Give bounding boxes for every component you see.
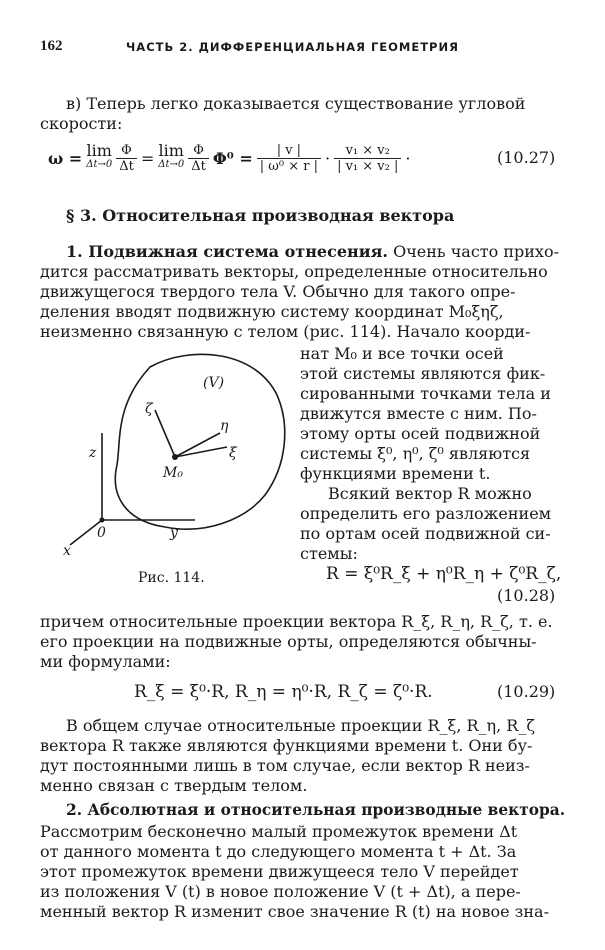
label-x-axis: x bbox=[63, 543, 71, 559]
equation-10-28: R = ξ⁰R_ξ + η⁰R_η + ζ⁰R_ζ, bbox=[326, 564, 562, 584]
paragraph-line: от данного момента t до следующего момента t + Δt. За bbox=[40, 842, 517, 861]
paragraph-line: ми формулами: bbox=[40, 652, 171, 671]
paragraph-line: его проекции на подвижные орты, определяются обычны- bbox=[40, 632, 537, 651]
subsection-heading: 2. Абсолютная и относительная производные вектора. bbox=[66, 800, 566, 819]
paragraph-line: сированными точками тела и bbox=[300, 384, 551, 403]
equation-number: (10.29) bbox=[497, 682, 556, 701]
eq-term: · bbox=[405, 148, 411, 168]
label-m0: M₀ bbox=[163, 465, 183, 481]
fraction: $\frac{\Phi}{\Delta t}$ bbox=[188, 143, 209, 174]
equation-10-29: R_ξ = ξ⁰·R, R_η = η⁰·R, R_ζ = ζ⁰·R. bbox=[134, 682, 433, 702]
page-header bbox=[40, 38, 561, 60]
paragraph-line: в) Теперь легко доказывается существование угловой bbox=[66, 94, 526, 113]
paragraph-line: стемы: bbox=[300, 544, 358, 563]
paragraph-line: системы ξ⁰, η⁰, ζ⁰ являются bbox=[300, 444, 531, 463]
paragraph-line: дут постоянными лишь в том случае, если вектор R неиз- bbox=[40, 756, 530, 775]
text-span: Очень часто прихо- bbox=[393, 242, 559, 261]
equation-10-27 bbox=[48, 138, 410, 178]
label-z-axis: z bbox=[89, 445, 97, 461]
origin-o-point bbox=[100, 518, 105, 523]
paragraph-line: движутся вместе с ним. По- bbox=[300, 404, 537, 423]
section-title: § 3. Относительная производная вектора bbox=[66, 206, 455, 225]
paragraph-line: определить его разложением bbox=[300, 504, 552, 523]
paragraph-line: дится рассматривать векторы, определенные относительно bbox=[40, 262, 548, 281]
equation-number: (10.28) bbox=[497, 586, 556, 605]
label-body-v: (V) bbox=[203, 375, 225, 391]
paragraph-line: В общем случае относительные проекции R_ξ, R_η, R_ζ bbox=[66, 716, 536, 735]
paragraph-line: Всякий вектор R можно bbox=[328, 484, 532, 503]
eq-term: = bbox=[140, 148, 155, 168]
fraction: $\frac{| v |}{\text{| ω⁰ × r |}}$ bbox=[257, 143, 321, 174]
paragraph-line: менно связан с твердым телом. bbox=[40, 776, 308, 795]
paragraph-line bbox=[66, 242, 559, 262]
paragraph-line: движущегося твердого тела V. Обычно для такого опре- bbox=[40, 282, 516, 301]
paragraph-line: этой системы являются фик- bbox=[300, 364, 546, 383]
fraction: $\frac{\Phi}{\Delta t}$ bbox=[116, 143, 137, 174]
paragraph-line: менный вектор R изменит свое значение R (t) на новое зна- bbox=[40, 902, 549, 921]
paragraph-line: неизменно связанную с телом (рис. 114). Начало коорди- bbox=[40, 322, 531, 341]
figure-caption: Рис. 114. bbox=[138, 570, 205, 586]
running-title: ЧАСТЬ 2. ДИФФЕРЕНЦИАЛЬНАЯ ГЕОМЕТРИЯ bbox=[126, 40, 459, 54]
paragraph-line: вектора R также являются функциями времени t. Они бу- bbox=[40, 736, 533, 755]
origin-m0-point bbox=[172, 454, 178, 460]
paragraph-line: скорости: bbox=[40, 114, 123, 133]
label-origin-o: 0 bbox=[97, 525, 106, 541]
paragraph-line: из положения V (t) в новое положение V (t + Δt), а пере- bbox=[40, 882, 521, 901]
limit: lim Δt→0 bbox=[86, 141, 113, 170]
page-number: 162 bbox=[40, 38, 63, 54]
fraction: $\frac{\text{v₁ × v₂}}{\text{| v₁ × v₂ |}}$ bbox=[334, 143, 401, 174]
figure-114 bbox=[55, 345, 290, 560]
label-eta: η bbox=[220, 418, 229, 434]
paragraph-line: деления вводят подвижную систему координат M₀ξηζ, bbox=[40, 302, 504, 321]
label-zeta: ζ bbox=[145, 401, 153, 417]
subsection-heading: 1. Подвижная система отнесения. bbox=[66, 242, 388, 261]
label-y-axis: y bbox=[170, 525, 178, 541]
paragraph-line: этому орты осей подвижной bbox=[300, 424, 541, 443]
label-xi: ξ bbox=[229, 445, 237, 461]
eq-term: Φ⁰ = bbox=[212, 148, 253, 168]
paragraph-line: нат M₀ и все точки осей bbox=[300, 344, 504, 363]
paragraph-line: Рассмотрим бесконечно малый промежуток времени Δt bbox=[40, 822, 518, 841]
limit: lim Δt→0 bbox=[158, 141, 185, 170]
paragraph-line: этот промежуток времени движущееся тело V перейдет bbox=[40, 862, 519, 881]
paragraph-line: функциями времени t. bbox=[300, 464, 491, 483]
eq-term: · bbox=[324, 148, 331, 168]
paragraph-line: причем относительные проекции вектора R_ξ, R_η, R_ζ, т. е. bbox=[40, 612, 553, 631]
equation-number: (10.27) bbox=[497, 148, 556, 167]
eq-term: ω = bbox=[48, 148, 83, 168]
paragraph-line: по ортам осей подвижной си- bbox=[300, 524, 551, 543]
